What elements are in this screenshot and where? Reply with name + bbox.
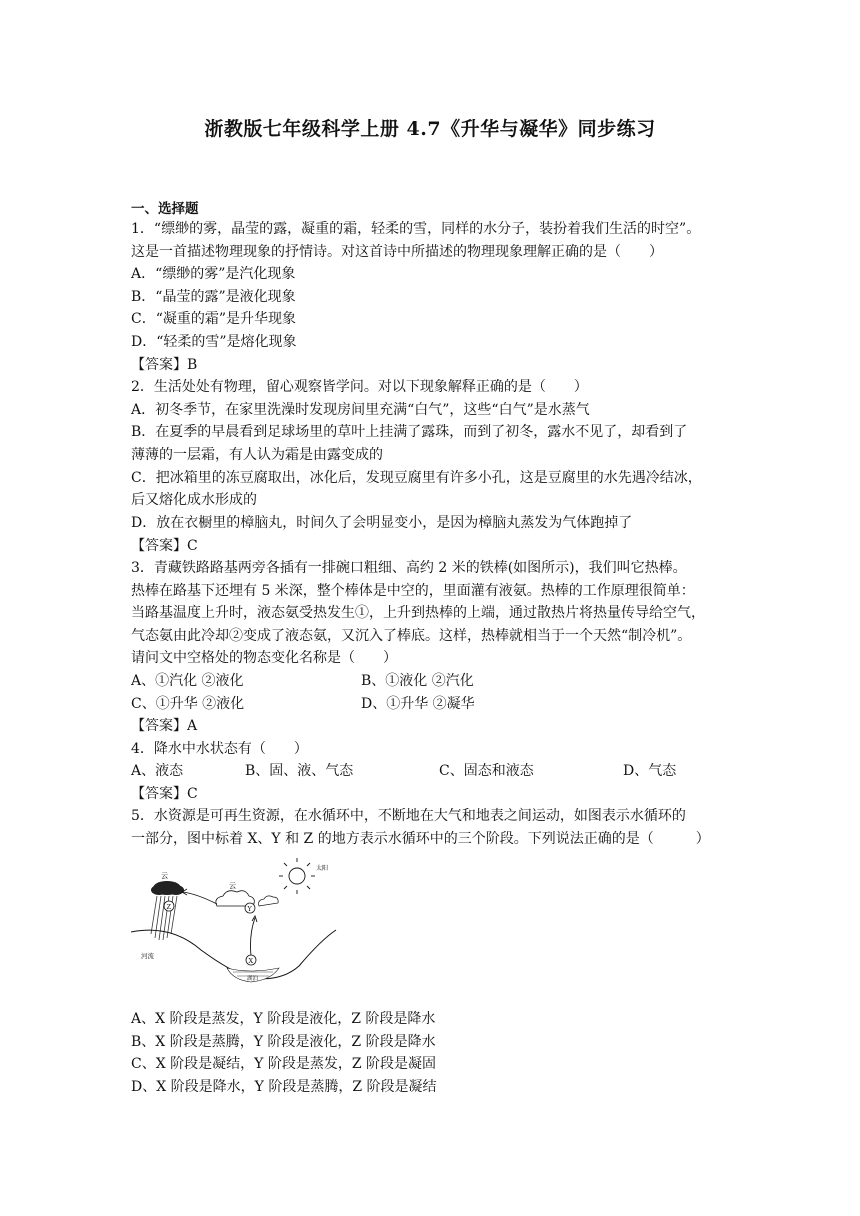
evaporation-arrow xyxy=(251,918,256,956)
water-cycle-figure xyxy=(131,854,351,994)
q1-stem-line2: 这是一首描述物理现象的抒情诗。对这首诗中所描述的物理现象理解正确的是（ ） xyxy=(131,244,663,260)
q1-option-c: C．“凝重的霜”是升华现象 xyxy=(131,311,297,327)
q1-stem-line1: 1．“缥缈的雾，晶莹的露，凝重的霜，轻柔的雪，同样的水分子，装扮着我们生活的时空”。 xyxy=(131,221,701,237)
q1-option-a: A．“缥缈的雾”是汽化现象 xyxy=(131,266,296,282)
q4-option-b: B、固、液、气态 xyxy=(245,763,354,779)
document-title: 浙教版七年级科学上册 4.7《升华与凝华》同步练习 xyxy=(204,118,656,140)
q3-answer: 【答案】A xyxy=(131,718,198,734)
q2-option-c-line2: 后又熔化成水形成的 xyxy=(131,492,257,508)
q2-stem: 2．生活处处有物理，留心观察皆学问。对以下现象解释正确的是（ ） xyxy=(131,379,588,395)
marker-z: Z xyxy=(166,903,172,911)
cloud-label-left: 云 xyxy=(161,872,168,880)
small-cloud-icon xyxy=(259,896,279,906)
q5-line1: 5．水资源是可再生资源，在水循环中，不断地在大气和地表之间运动，如图表示水循环的 xyxy=(131,808,686,824)
marker-y: Y xyxy=(247,905,252,913)
q3-option-d: D、①升华 ②凝华 xyxy=(361,696,475,712)
q2-answer: 【答案】C xyxy=(131,538,198,554)
q3-option-a: A、①汽化 ②液化 xyxy=(131,673,244,689)
section-heading: 一、选择题 xyxy=(131,201,199,217)
q3-line4: 气态氨由此冷却②变成了液态氨，又沉入了棒底。这样，热棒就相当于一个天然“制冷机”。 xyxy=(131,628,692,644)
q3-line3: 当路基温度上升时，液态氨受热发生①，上升到热棒的上端，通过散热片将热量传导给空气， xyxy=(131,605,705,621)
cloud-label-mid: 云 xyxy=(229,882,236,890)
q2-option-a: A．初冬季节，在家里洗澡时发现房间里充满“白气”，这些“白气”是水蒸气 xyxy=(131,402,590,418)
sun-icon xyxy=(279,858,315,894)
q5-option-a: A、X 阶段是蒸发，Y 阶段是液化，Z 阶段是降水 xyxy=(131,1011,436,1027)
q5-option-d: D、X 阶段是降水，Y 阶段是蒸腾，Z 阶段是凝结 xyxy=(131,1079,437,1095)
q1-option-d: D．“轻柔的雪”是熔化现象 xyxy=(131,334,297,350)
q1-option-b: B．“晶莹的露”是液化现象 xyxy=(131,289,296,305)
q3-line5: 请问文中空格处的物态变化名称是（ ） xyxy=(131,650,397,666)
wind-arrow xyxy=(183,892,217,904)
q1-answer: 【答案】B xyxy=(131,357,198,373)
q5-option-c: C、X 阶段是凝结，Y 阶段是蒸发，Z 阶段是凝固 xyxy=(131,1056,436,1072)
q4-answer: 【答案】C xyxy=(131,786,198,802)
river-label: 河流 xyxy=(141,952,154,960)
lake-label: 湖泊 xyxy=(247,976,259,982)
q2-option-d: D．放在衣橱里的樟脑丸，时间久了会明显变小，是因为樟脑丸蒸发为气体跑掉了 xyxy=(131,515,633,531)
q3-option-c: C、①升华 ②液化 xyxy=(131,696,245,712)
q4-option-a: A、液态 xyxy=(131,763,184,779)
q2-option-b-line2: 薄薄的一层霜，有人认为霜是由露变成的 xyxy=(131,447,383,463)
q3-line2: 热棒在路基下还埋有 5 米深，整个棒体是中空的，里面灌有液氨。热棒的工作原理很简单： xyxy=(131,583,695,599)
q2-option-c-line1: C．把冰箱里的冻豆腐取出，冰化后，发现豆腐里有许多小孔，这是豆腐里的水先遇冷结冰， xyxy=(131,470,702,486)
q2-option-b-line1: B．在夏季的早晨看到足球场里的草叶上挂满了露珠，而到了初冬，露水不见了，却看到了 xyxy=(131,424,688,440)
sun-label: 太阳 xyxy=(316,865,329,872)
rain-cloud-icon xyxy=(151,881,184,895)
q3-line1: 3．青藏铁路路基两旁各插有一排碗口粗细、高约 2 米的铁棒(如图所示)，我们叫它热棒。 xyxy=(131,560,687,576)
q4-option-d: D、气态 xyxy=(623,763,677,779)
q3-option-b: B、①液化 ②汽化 xyxy=(361,673,474,689)
q4-option-c: C、固态和液态 xyxy=(439,763,534,779)
q5-option-b: B、X 阶段是蒸腾，Y 阶段是液化，Z 阶段是降水 xyxy=(131,1034,436,1050)
q4-stem: 4．降水中水状态有（ ） xyxy=(131,741,308,757)
marker-x: X xyxy=(248,957,254,965)
q5-line2: 一部分，图中标着 X、Y 和 Z 的地方表示水循环中的三个阶段。下列说法正确的是（ ） xyxy=(131,831,710,847)
